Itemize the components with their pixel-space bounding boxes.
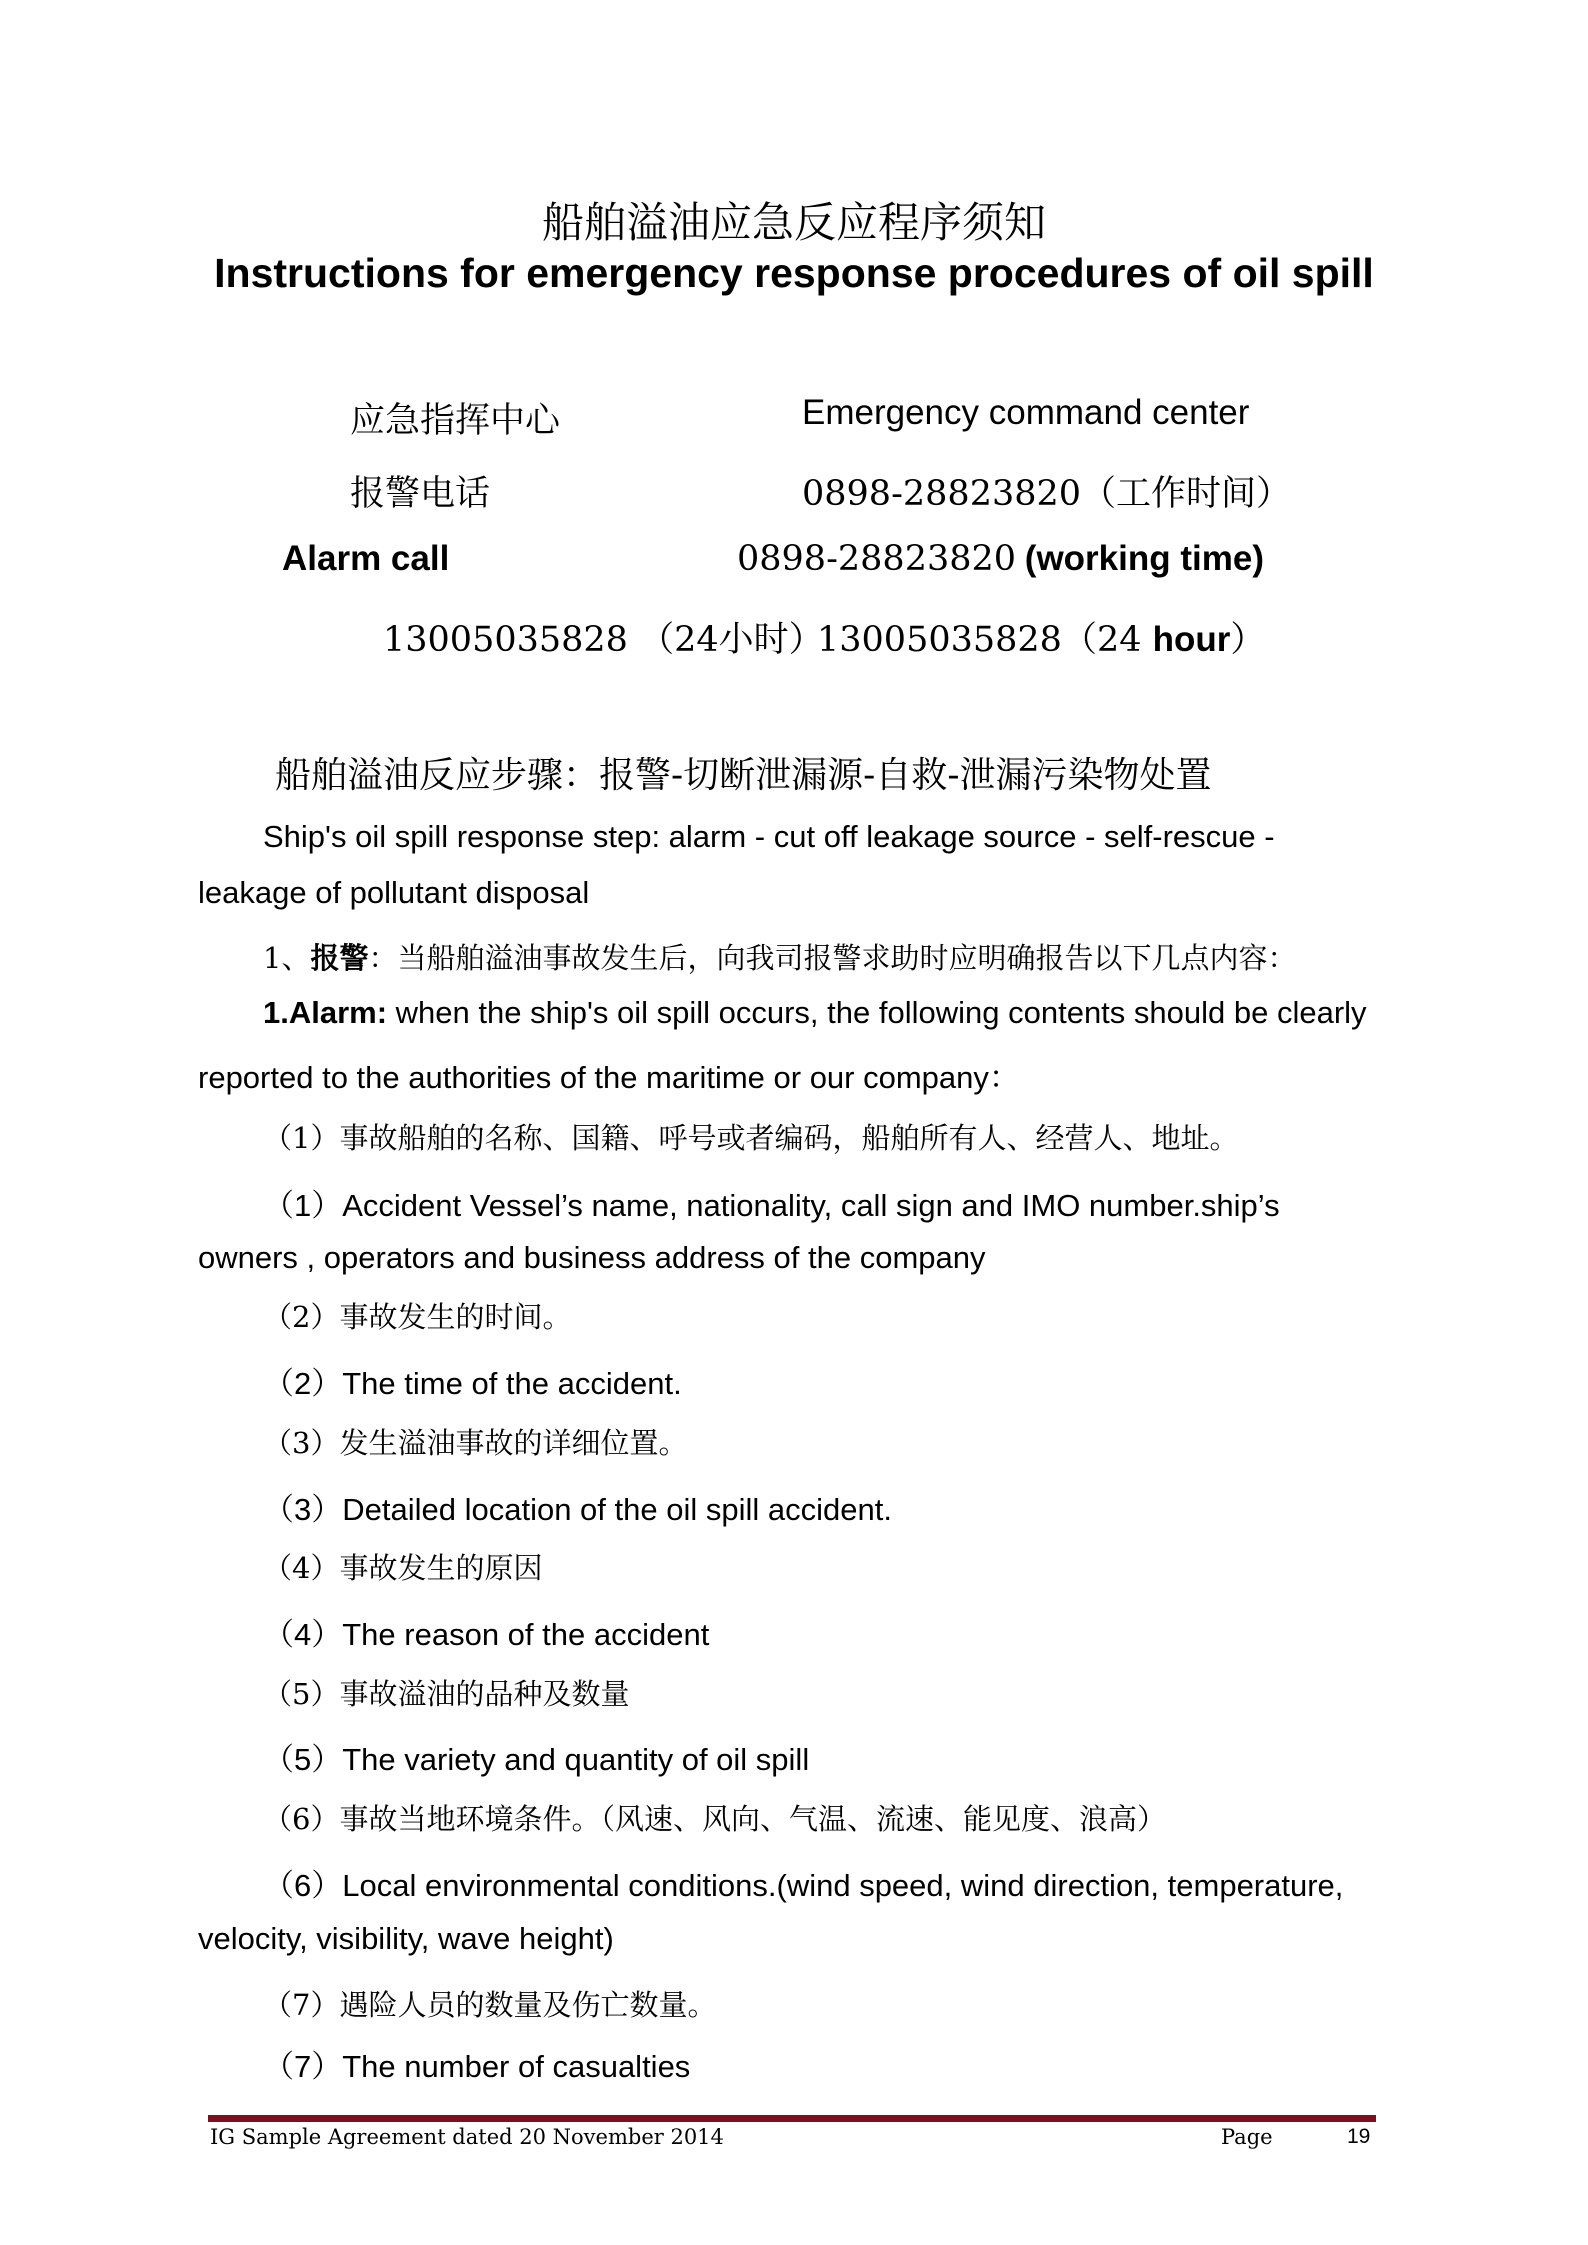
item-1-chinese: （1）事故船舶的名称、国籍、呼号或者编码，船舶所有人、经营人、地址。 xyxy=(263,1121,1239,1155)
hotline-24h-english xyxy=(817,612,1265,662)
alarm-number-en-time: (working time) xyxy=(1024,539,1264,578)
hotline-24h-en-close: ） xyxy=(1230,620,1266,660)
item-4-chinese: （4）事故发生的原因 xyxy=(263,1551,543,1585)
item-7-english: （7）The number of casualties xyxy=(263,2049,691,2084)
center-label-chinese: 应急指挥中心 xyxy=(350,401,561,441)
item-6-english-line2: velocity, visibility, wave height) xyxy=(198,1921,614,1956)
center-label-english: Emergency command center xyxy=(802,393,1250,432)
title-english: Instructions for emergency response procedures of oil spill xyxy=(214,250,1374,296)
response-steps-title-english-line1: Ship's oil spill response step: alarm - cut off leakage source - self-rescue - xyxy=(263,819,1275,854)
footer-rule xyxy=(208,2115,1376,2122)
alarm-intro-chinese xyxy=(263,936,1296,977)
hotline-24h-chinese: 13005035828 （24小时） xyxy=(383,620,824,660)
item-6-chinese: （6）事故当地环境条件。（风速、风向、气温、流速、能见度、浪高） xyxy=(263,1802,1166,1836)
footer-page-number: 19 xyxy=(1347,2125,1371,2148)
alarm-number-en-value: 0898-28823820 xyxy=(737,539,1017,579)
response-steps-title-english-line2: leakage of pollutant disposal xyxy=(198,875,590,910)
alarm-number-chinese: 0898-28823820（工作时间） xyxy=(802,474,1292,514)
alarm-label-chinese: 报警电话 xyxy=(350,474,491,514)
hotline-24h-en-number: 13005035828（24 xyxy=(817,620,1153,660)
footer-agreement-text: IG Sample Agreement dated 20 November 2014 xyxy=(210,2125,724,2149)
item-7-chinese: （7）遇险人员的数量及伤亡数量。 xyxy=(263,1988,717,2022)
alarm-intro-cn-text: ：当船舶溢油事故发生后，向我司报警求助时应明确报告以下几点内容： xyxy=(368,941,1297,975)
alarm-number-english xyxy=(737,539,1264,579)
item-2-chinese: （2）事故发生的时间。 xyxy=(263,1300,572,1334)
alarm-label-english: Alarm call xyxy=(282,539,450,578)
alarm-intro-en-text: when the ship's oil spill occurs, the following contents should be clearly xyxy=(387,995,1367,1030)
title-chinese: 船舶溢油应急反应程序须知 xyxy=(541,198,1046,247)
alarm-intro-en-bold: 1.Alarm: xyxy=(263,995,388,1030)
item-3-chinese: （3）发生溢油事故的详细位置。 xyxy=(263,1426,688,1460)
item-5-english: （5）The variety and quantity of oil spill xyxy=(263,1742,810,1777)
response-steps-title-chinese: 船舶溢油反应步骤：报警-切断泄漏源-自救-泄漏污染物处置 xyxy=(275,755,1212,796)
item-6-english-line1: （6）Local environmental conditions.(wind speed, wind direction, temperature, xyxy=(263,1868,1344,1903)
alarm-intro-cn-prefix: 1、 xyxy=(263,941,311,975)
item-5-chinese: （5）事故溢油的品种及数量 xyxy=(263,1677,630,1711)
hotline-24h-en-hour: hour xyxy=(1152,620,1231,659)
alarm-intro-english-line1 xyxy=(263,995,1367,1031)
item-1-english-line1: （1）Accident Vessel’s name, nationality, call sign and IMO number.ship’s xyxy=(263,1188,1280,1223)
item-2-english: （2）The time of the accident. xyxy=(263,1366,682,1401)
item-3-english: （3）Detailed location of the oil spill accident. xyxy=(263,1492,892,1527)
alarm-intro-cn-bold: 报警 xyxy=(310,941,369,975)
footer-page-label: Page xyxy=(1221,2125,1273,2149)
item-1-english-line2: owners , operators and business address of the company xyxy=(198,1240,986,1275)
item-4-english: （4）The reason of the accident xyxy=(263,1617,710,1652)
alarm-intro-english-line2: reported to the authorities of the maritime or our company： xyxy=(198,1060,1020,1095)
